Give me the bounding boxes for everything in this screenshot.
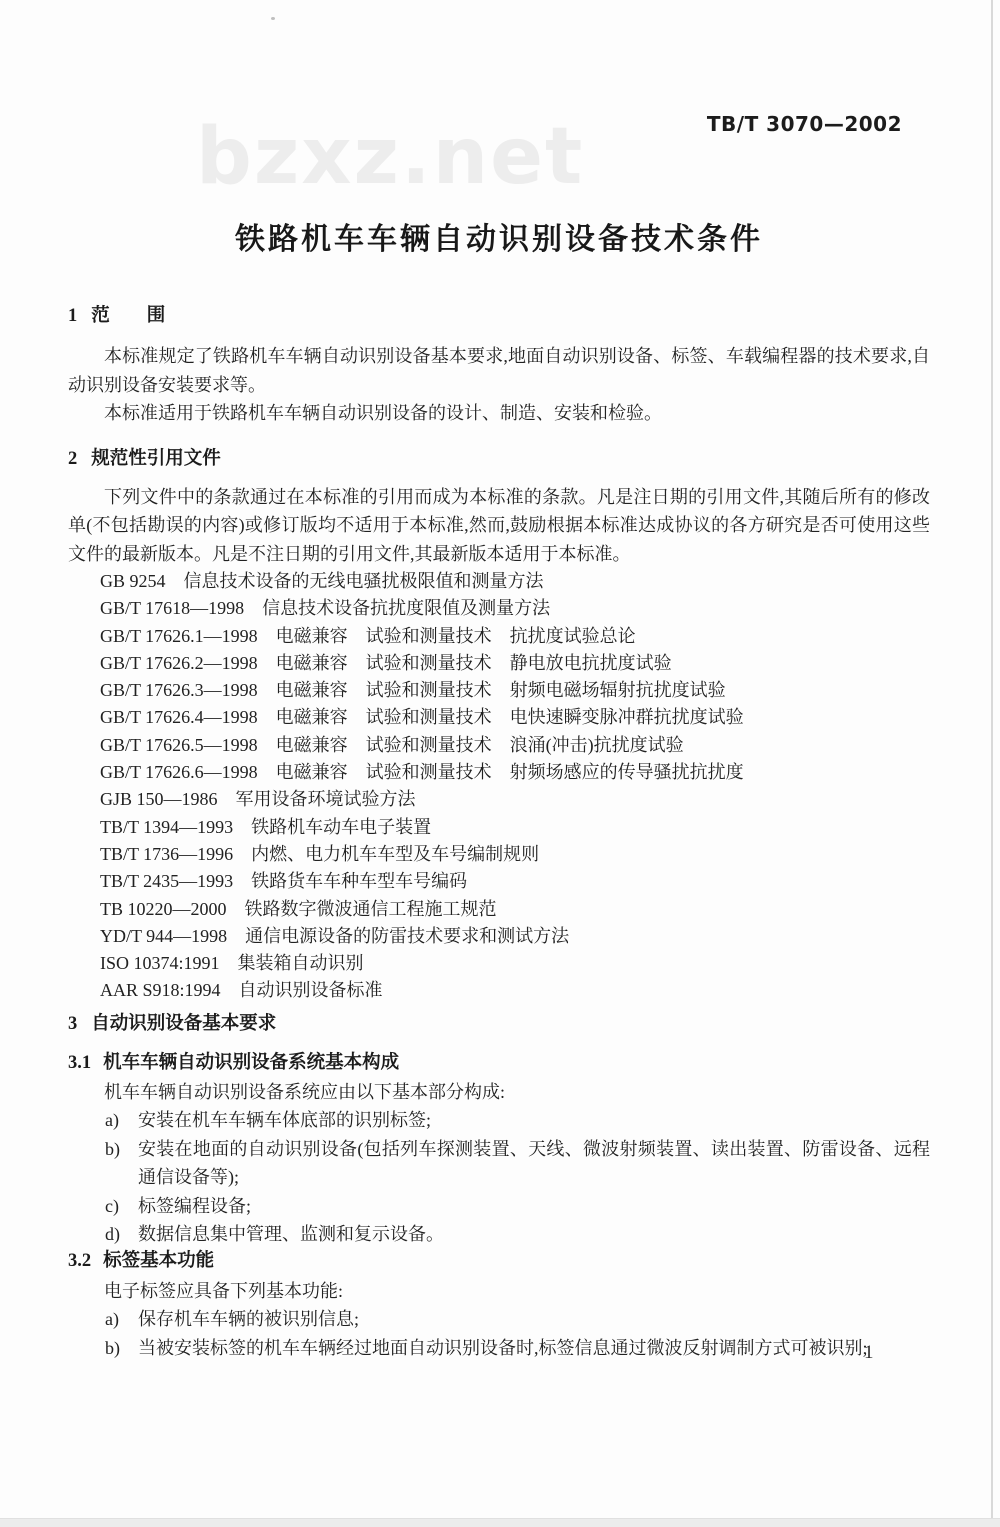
section-3-1-heading xyxy=(68,1051,930,1075)
section-1-heading xyxy=(68,304,930,328)
list-item-text: 安装在地面的自动识别设备(包括列车探测装置、天线、微波射频装置、读出装置、防雷设备、远程通信设备等); xyxy=(138,1138,930,1188)
list-item-text: 标签编程设备; xyxy=(138,1195,252,1216)
list-item-text: 当被安装标签的机车车辆经过地面自动识别设备时,标签信息通过微波反射调制方式可被识别; xyxy=(138,1337,868,1358)
section-1-title: 范 围 xyxy=(91,306,166,326)
scope-paragraph-1: 本标准规定了铁路机车车辆自动识别设备基本要求,地面自动识别设备、标签、车载编程器的技术要求,自动识别设备安装要求等。 xyxy=(68,346,930,395)
section-3-title: 自动识别设备基本要求 xyxy=(91,1013,277,1034)
section-3-1-intro: 机车车辆自动识别设备系统应由以下基本部分构成: xyxy=(104,1081,505,1102)
list-item-text: 安装在机车车辆车体底部的识别标签; xyxy=(138,1110,431,1131)
scan-edge-strip xyxy=(0,1518,1000,1527)
page-title: 铁路机车车辆自动识别设备技术条件 xyxy=(235,223,763,256)
scan-edge-line xyxy=(991,0,993,1527)
section-3-1-title: 机车车辆自动识别设备系统基本构成 xyxy=(103,1052,400,1073)
reference-item: ISO 10374:1991 集装箱自动识别 xyxy=(100,953,364,974)
list-marker: a) xyxy=(105,1309,119,1330)
reference-list xyxy=(68,568,930,1005)
section-3-2-heading xyxy=(68,1249,930,1273)
reference-item: GB/T 17626.6—1998 电磁兼容 试验和测量技术 射频场感应的传导骚扰抗扰度 xyxy=(100,762,744,783)
section-2-number: 2 xyxy=(68,448,78,469)
reference-item: GB 9254 信息技术设备的无线电骚扰极限值和测量方法 xyxy=(100,571,544,591)
list-marker: c) xyxy=(105,1195,119,1216)
reference-item: GB/T 17626.2—1998 电磁兼容 试验和测量技术 静电放电抗扰度试验 xyxy=(100,652,672,673)
section-3-1-number: 3.1 xyxy=(68,1052,92,1073)
list-item-text: 数据信息集中管理、监测和复示设备。 xyxy=(138,1224,444,1245)
section-2-title: 规范性引用文件 xyxy=(91,448,221,469)
section-3-number: 3 xyxy=(68,1013,78,1034)
list-item xyxy=(105,1220,930,1249)
list-marker: b) xyxy=(105,1138,120,1159)
reference-item: TB/T 1736—1996 内燃、电力机车车型及车号编制规则 xyxy=(100,843,540,864)
list-item-text: 保存机车车辆的被识别信息; xyxy=(138,1309,359,1330)
section-3-2-number: 3.2 xyxy=(68,1250,92,1271)
reference-item: TB/T 2435—1993 铁路货车车种车型车号编码 xyxy=(100,871,468,892)
list-item xyxy=(105,1106,930,1135)
watermark: bzxz.net xyxy=(196,112,585,202)
section-2-heading xyxy=(68,447,930,471)
list-marker: b) xyxy=(105,1337,120,1358)
reference-item: GB/T 17626.1—1998 电磁兼容 试验和测量技术 抗扰度试验总论 xyxy=(100,625,636,646)
reference-item: GB/T 17618—1998 信息技术设备抗扰度限值及测量方法 xyxy=(100,598,551,619)
page-number: 1 xyxy=(864,1342,874,1363)
list-item xyxy=(105,1135,930,1192)
list-item xyxy=(105,1334,930,1363)
list-marker: a) xyxy=(105,1110,119,1131)
reference-item: YD/T 944—1998 通信电源设备的防雷技术要求和测试方法 xyxy=(100,925,570,946)
section-3-1-list xyxy=(68,1106,930,1249)
section-3-2-intro: 电子标签应具备下列基本功能: xyxy=(104,1280,343,1301)
section-3-2-title: 标签基本功能 xyxy=(103,1250,215,1271)
list-marker: d) xyxy=(105,1224,120,1245)
scope-paragraph-2: 本标准适用于铁路机车车辆自动识别设备的设计、制造、安装和检验。 xyxy=(104,403,662,423)
section-3-heading xyxy=(68,1012,930,1036)
reference-item: GJB 150—1986 军用设备环境试验方法 xyxy=(100,789,416,810)
section-3-2-list xyxy=(68,1305,930,1362)
list-item xyxy=(105,1305,930,1334)
list-item xyxy=(105,1192,930,1221)
reference-item: GB/T 17626.4—1998 电磁兼容 试验和测量技术 电快速瞬变脉冲群抗扰度试验 xyxy=(100,707,744,728)
reference-item: AAR S918:1994 自动识别设备标准 xyxy=(100,980,383,1001)
reference-item: GB/T 17626.3—1998 电磁兼容 试验和测量技术 射频电磁场辐射抗扰度试验 xyxy=(100,680,726,701)
reference-item: GB/T 17626.5—1998 电磁兼容 试验和测量技术 浪涌(冲击)抗扰度试验 xyxy=(100,734,684,755)
section-1-number: 1 xyxy=(68,306,78,326)
reference-item: TB 10220—2000 铁路数字微波通信工程施工规范 xyxy=(100,898,497,919)
normative-references-paragraph: 下列文件中的条款通过在本标准的引用而成为本标准的条款。凡是注日期的引用文件,其随后所有的修改单(不包括勘误的内容)或修订版均不适用于本标准,然而,鼓励根据本标准达成协议的各方研究是否可使用这些文件的最新版本。凡是不注日期的引用文件,其最新版本适用于本标准。 xyxy=(68,486,930,564)
doc-number: TB/T 3070—2002 xyxy=(706,112,902,136)
reference-item: TB/T 1394—1993 铁路机车动车电子装置 xyxy=(100,816,432,837)
